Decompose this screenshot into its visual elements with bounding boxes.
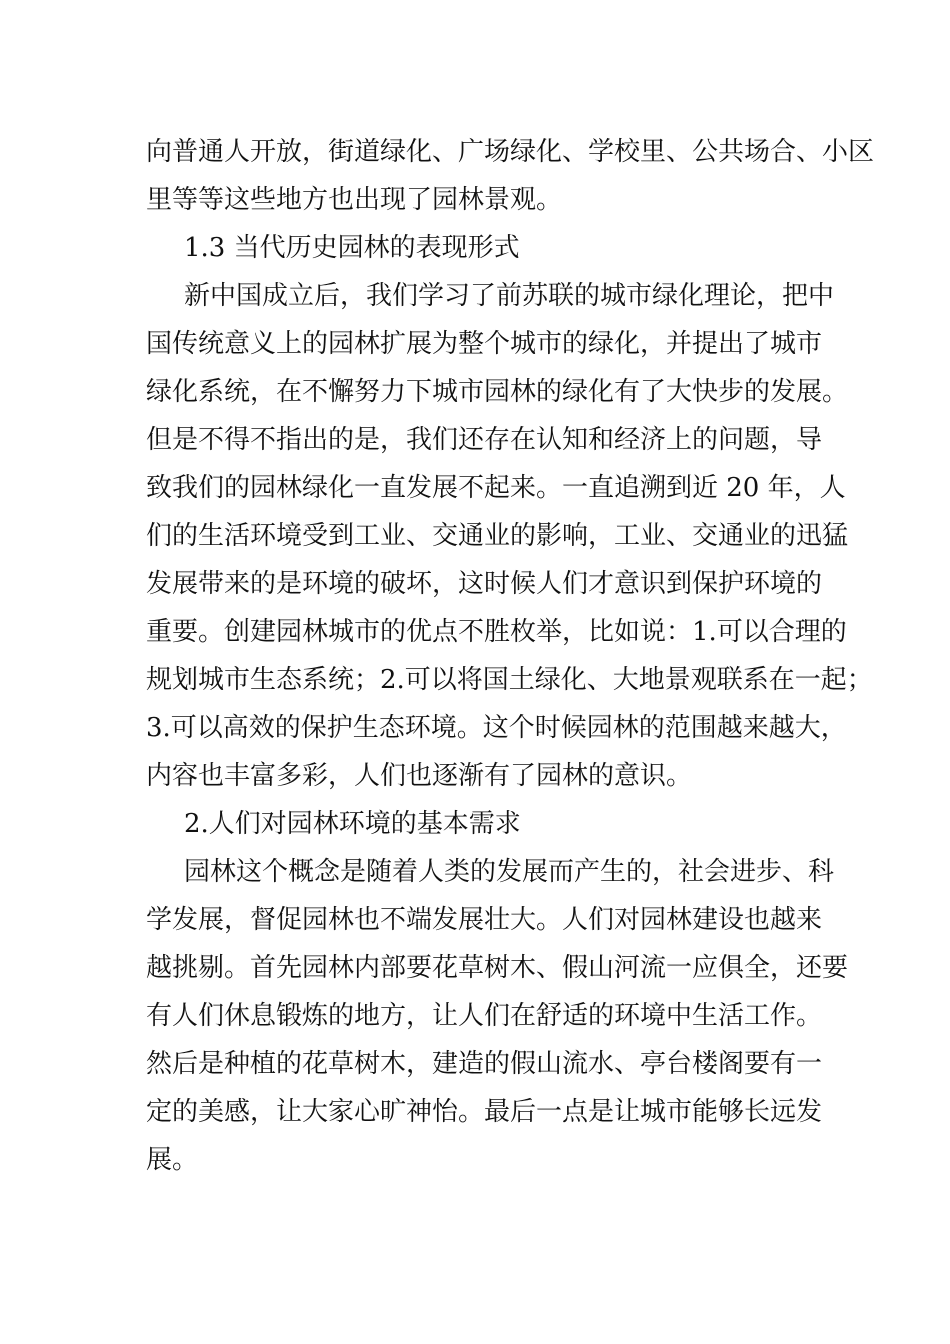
text-line: 致我们的园林绿化一直发展不起来。一直追溯到近 20 年，人 [146,473,846,503]
text-line: 新中国成立后，我们学习了前苏联的城市绿化理论，把中 [184,281,835,311]
text-line: 里等等这些地方也出现了园林景观。 [146,185,563,215]
text-line: 越挑剔。首先园林内部要花草树木、假山河流一应俱全，还要 [146,953,849,983]
text-line: 展。 [146,1145,199,1175]
text-line: 重要。创建园林城市的优点不胜枚举，比如说：1.可以合理的 [146,617,847,647]
text-line: 然后是种植的花草树木，建造的假山流水、亭台楼阁要有一 [146,1049,823,1079]
section-heading: 1.3 当代历史园林的表现形式 [184,233,520,263]
text-line: 绿化系统，在不懈努力下城市园林的绿化有了大快步的发展。 [146,377,849,407]
text-line: 发展带来的是环境的破坏，这时候人们才意识到保护环境的 [146,569,823,599]
text-line: 3.可以高效的保护生态环境。这个时候园林的范围越来越大， [146,713,847,743]
text-line: 学发展，督促园林也不端发展壮大。人们对园林建设也越来 [146,905,823,935]
text-line: 但是不得不指出的是，我们还存在认知和经济上的问题，导 [146,425,823,455]
text-line: 园林这个概念是随着人类的发展而产生的，社会进步、科 [184,857,835,887]
text-line: 向普通人开放，街道绿化、广场绿化、学校里、公共场合、小区 [146,137,875,167]
text-line: 内容也丰富多彩，人们也逐渐有了园林的意识。 [146,761,693,791]
section-heading: 2.人们对园林环境的基本需求 [184,809,521,839]
text-line: 定的美感，让大家心旷神怡。最后一点是让城市能够长远发 [146,1097,823,1127]
text-line: 有人们休息锻炼的地方，让人们在舒适的环境中生活工作。 [146,1001,823,1031]
text-line: 规划城市生态系统；2.可以将国土绿化、大地景观联系在一起； [146,665,873,695]
text-line: 们的生活环境受到工业、交通业的影响，工业、交通业的迅猛 [146,521,849,551]
text-line: 国传统意义上的园林扩展为整个城市的绿化，并提出了城市 [146,329,823,359]
